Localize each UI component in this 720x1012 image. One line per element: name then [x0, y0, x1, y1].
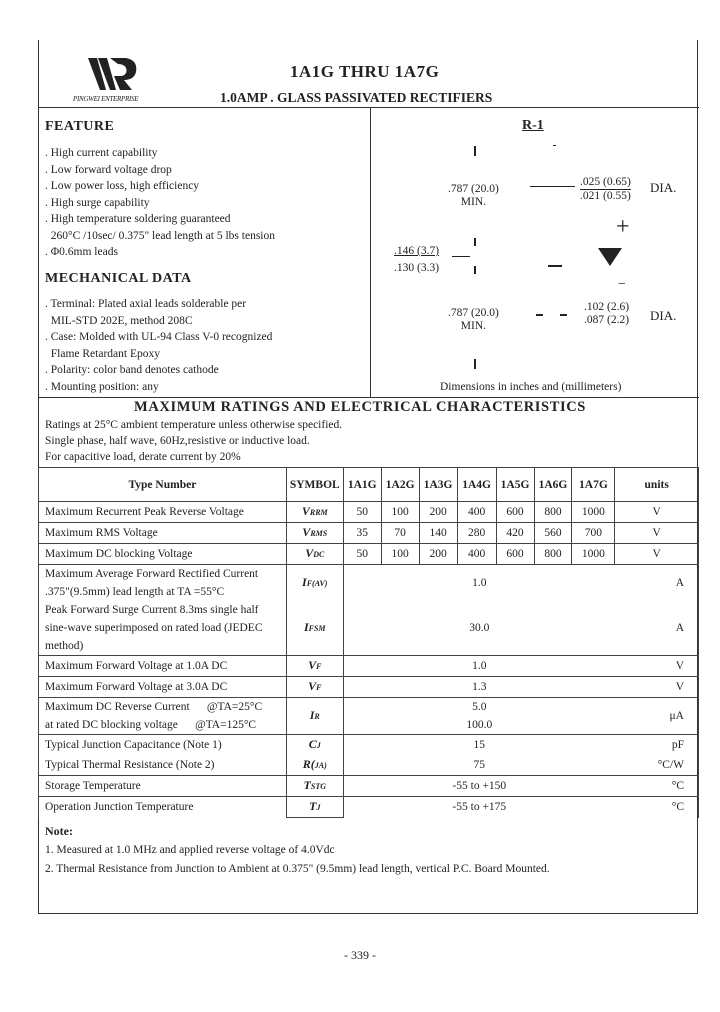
value-cell: 600 — [496, 502, 534, 523]
column-header: 1A4G — [457, 468, 496, 502]
minus-sign: − — [618, 277, 626, 292]
feature-list — [45, 145, 275, 261]
parameter-cell — [39, 677, 287, 698]
value-cell: 1000 — [572, 544, 615, 565]
parameter-line: Maximum DC Reverse Current @TA=25°C — [45, 701, 263, 713]
lead-mark — [553, 145, 556, 146]
plus-sign: + — [616, 214, 630, 240]
list-item: . Case: Molded with UL-94 Class V-0 recognized — [45, 331, 273, 343]
notes-heading: Note: — [45, 824, 73, 838]
feature-heading: FEATURE — [45, 119, 115, 134]
dimension-arrow — [536, 314, 543, 316]
unit-cell: V — [615, 544, 699, 565]
parameter-cell — [39, 735, 287, 756]
table-row — [39, 601, 699, 656]
value-line: 100.0 — [466, 719, 493, 731]
table-row — [39, 502, 699, 523]
parameter-cell — [39, 755, 287, 776]
value-cell: 50 — [343, 544, 381, 565]
dia-label: DIA. — [650, 180, 677, 195]
list-item: . High temperature soldering guaranteed — [45, 213, 231, 225]
value-cell: 400 — [457, 502, 496, 523]
table-and-notes — [38, 467, 699, 879]
symbol-cell: CJ — [286, 735, 343, 756]
parameter-line: Storage Temperature — [45, 780, 141, 792]
parameter-line: sine-wave superimposed on rated load (JEDEC — [45, 622, 263, 634]
table-row — [39, 797, 699, 818]
lead-length-bottom: .787 (20.0) MIN. — [448, 307, 499, 332]
note-item: 2. Thermal Resistance from Junction to Ambient at 0.375" (9.5mm) lead length, vertical P.C. Board Mounted. — [45, 863, 550, 875]
condition-line: For capacitive load, derate current by 20% — [45, 451, 241, 463]
value-cell: 35 — [343, 523, 381, 544]
package-label: R-1 — [522, 118, 544, 133]
table-row — [39, 656, 699, 677]
symbol-cell: IF(AV) — [286, 565, 343, 602]
ratings-table — [38, 467, 699, 818]
parameter-line: Maximum Average Forward Rectified Current — [45, 568, 259, 580]
unit-cell: °C — [615, 797, 699, 818]
dimension-arrow — [560, 314, 567, 316]
value-cell: -55 to +175 — [343, 797, 615, 818]
unit-cell: V — [615, 656, 699, 677]
minus-mark — [548, 265, 562, 267]
symbol-cell: VRMS — [286, 523, 343, 544]
parameter-line: Operation Junction Temperature — [45, 801, 194, 814]
diode-symbol-icon — [598, 248, 622, 268]
divider — [38, 397, 699, 398]
column-header: 1A6G — [534, 468, 572, 502]
table-row — [39, 735, 699, 756]
notes — [38, 822, 699, 879]
parameter-cell: Maximum RMS Voltage — [39, 523, 287, 544]
table-row — [39, 776, 699, 797]
parameter-line: method) — [45, 640, 84, 652]
unit-cell: μA — [615, 698, 699, 735]
column-header: 1A1G — [343, 468, 381, 502]
unit-cell: °C/W — [615, 755, 699, 776]
table-row — [39, 698, 699, 735]
parameter-cell: Maximum DC blocking Voltage — [39, 544, 287, 565]
dimensions-caption: Dimensions in inches and (millimeters) — [440, 381, 622, 393]
unit-cell: V — [615, 677, 699, 698]
body-diameter: .102 (2.6) .087 (2.2) — [584, 301, 630, 326]
parameter-cell — [39, 601, 287, 656]
list-item: . High current capability — [45, 147, 158, 159]
divider — [38, 107, 699, 108]
symbol-cell: IR — [286, 698, 343, 735]
symbol-cell: VRRM — [286, 502, 343, 523]
value-cell: 15 — [343, 735, 615, 756]
value-cell: 1.0 — [343, 656, 615, 677]
list-item: . Mounting position: any — [45, 380, 159, 393]
parameter-line: at rated DC blocking voltage @TA=125°C — [45, 719, 257, 731]
list-item: MIL-STD 202E, method 208C — [45, 314, 193, 327]
unit-cell: pF — [615, 735, 699, 756]
value-cell: 200 — [419, 502, 457, 523]
symbol-cell: VDC — [286, 544, 343, 565]
ratings-heading: MAXIMUM RATINGS AND ELECTRICAL CHARACTERISTICS — [134, 399, 586, 415]
divider — [370, 107, 371, 398]
value-cell: 140 — [419, 523, 457, 544]
parameter-line: Peak Forward Surge Current 8.3ms single half — [45, 604, 259, 616]
lead-mark — [474, 146, 476, 156]
value-cell: 800 — [534, 502, 572, 523]
page-title: 1A1G THRU 1A7G — [290, 62, 440, 81]
table-row — [39, 523, 699, 544]
column-header: Type Number — [39, 468, 287, 502]
column-header: 1A7G — [572, 468, 615, 502]
dimension-line — [452, 256, 470, 257]
list-item: Flame Retardant Epoxy — [45, 347, 160, 360]
list-item: . Polarity: color band denotes cathode — [45, 364, 219, 376]
value-cell: 1.3 — [343, 677, 615, 698]
value-cell: 200 — [419, 544, 457, 565]
value-cell: 700 — [572, 523, 615, 544]
column-header: 1A3G — [419, 468, 457, 502]
list-item: . Terminal: Plated axial leads solderable per — [45, 298, 247, 310]
value-cell: 280 — [457, 523, 496, 544]
value-cell: 75 — [343, 755, 615, 776]
value-cell: 100 — [381, 544, 419, 565]
lead-mark — [474, 359, 476, 369]
list-item: . Low forward voltage drop — [45, 163, 172, 176]
list-item: . Φ0.6mm leads — [45, 246, 118, 258]
column-header: 1A2G — [381, 468, 419, 502]
value-cell: 800 — [534, 544, 572, 565]
value-cell: 50 — [343, 502, 381, 523]
parameter-cell — [39, 797, 287, 818]
table-row — [39, 677, 699, 698]
unit-cell: V — [615, 502, 699, 523]
value-cell: 1.0 — [343, 565, 615, 602]
lead-diameter: .025 (0.65) .021 (0.55) — [580, 176, 631, 202]
ratings-conditions — [45, 417, 342, 465]
parameter-cell — [39, 776, 287, 797]
value-cell: 70 — [381, 523, 419, 544]
body-mark — [474, 266, 476, 274]
value-cell: 420 — [496, 523, 534, 544]
dia-label: DIA. — [650, 308, 677, 323]
value-cell: 560 — [534, 523, 572, 544]
symbol-cell: IFSM — [286, 601, 343, 656]
unit-cell: V — [615, 523, 699, 544]
company-name: PINGWEI ENTERPRISE — [73, 95, 139, 103]
value-cell: -55 to +150 — [343, 776, 615, 797]
table-header-row — [39, 468, 699, 502]
page-subtitle: 1.0AMP . GLASS PASSIVATED RECTIFIERS — [220, 90, 493, 105]
list-item: . High surge capability — [45, 196, 150, 209]
unit-cell: °C — [615, 776, 699, 797]
unit-cell: A — [615, 601, 699, 656]
value-cell: 400 — [457, 544, 496, 565]
table-row — [39, 544, 699, 565]
parameter-cell: Maximum Recurrent Peak Reverse Voltage — [39, 502, 287, 523]
table-row — [39, 755, 699, 776]
list-item: 260°C /10sec/ 0.375" lead length at 5 lbs tension — [45, 229, 275, 242]
condition-line: Single phase, half wave, 60Hz,resistive or inductive load. — [45, 435, 310, 447]
body-length: .146 (3.7) .130 (3.3) — [394, 245, 440, 274]
parameter-cell — [39, 565, 287, 602]
value-cell: 600 — [496, 544, 534, 565]
lead-length-top: .787 (20.0) MIN. — [448, 183, 499, 208]
parameter-line: Maximum Forward Voltage at 1.0A DC — [45, 660, 228, 672]
column-header: 1A5G — [496, 468, 534, 502]
parameter-line: Maximum Forward Voltage at 3.0A DC — [45, 681, 228, 693]
symbol-cell: R(JA) — [286, 755, 343, 776]
table-row — [39, 565, 699, 602]
parameter-cell — [39, 698, 287, 735]
body-mark — [474, 238, 476, 246]
note-item: 1. Measured at 1.0 MHz and applied reverse voltage of 4.0Vdc — [45, 844, 335, 856]
parameter-line: Typical Junction Capacitance (Note 1) — [45, 739, 222, 751]
column-header: units — [615, 468, 699, 502]
value-line: 5.0 — [472, 701, 487, 713]
symbol-cell: TJ — [286, 797, 343, 818]
page-number: - 339 - — [344, 948, 376, 962]
mechanical-heading: MECHANICAL DATA — [45, 271, 192, 286]
mechanical-list — [45, 296, 272, 395]
unit-cell: A — [615, 565, 699, 602]
parameter-cell — [39, 656, 287, 677]
parameter-line: Typical Thermal Resistance (Note 2) — [45, 759, 215, 771]
condition-line: Ratings at 25°C ambient temperature unless otherwise specified. — [45, 419, 343, 431]
company-logo — [88, 56, 140, 98]
parameter-line: .375"(9.5mm) lead length at TA =55°C — [45, 586, 225, 598]
symbol-cell: VF — [286, 677, 343, 698]
symbol-cell: VF — [286, 656, 343, 677]
value-cell — [343, 698, 615, 735]
value-cell: 100 — [381, 502, 419, 523]
list-item: . Low power loss, high efficiency — [45, 180, 200, 192]
symbol-cell: TSTG — [286, 776, 343, 797]
value-cell: 1000 — [572, 502, 615, 523]
value-cell: 30.0 — [343, 601, 615, 656]
column-header: SYMBOL — [286, 468, 343, 502]
dimension-arrow — [530, 186, 575, 187]
